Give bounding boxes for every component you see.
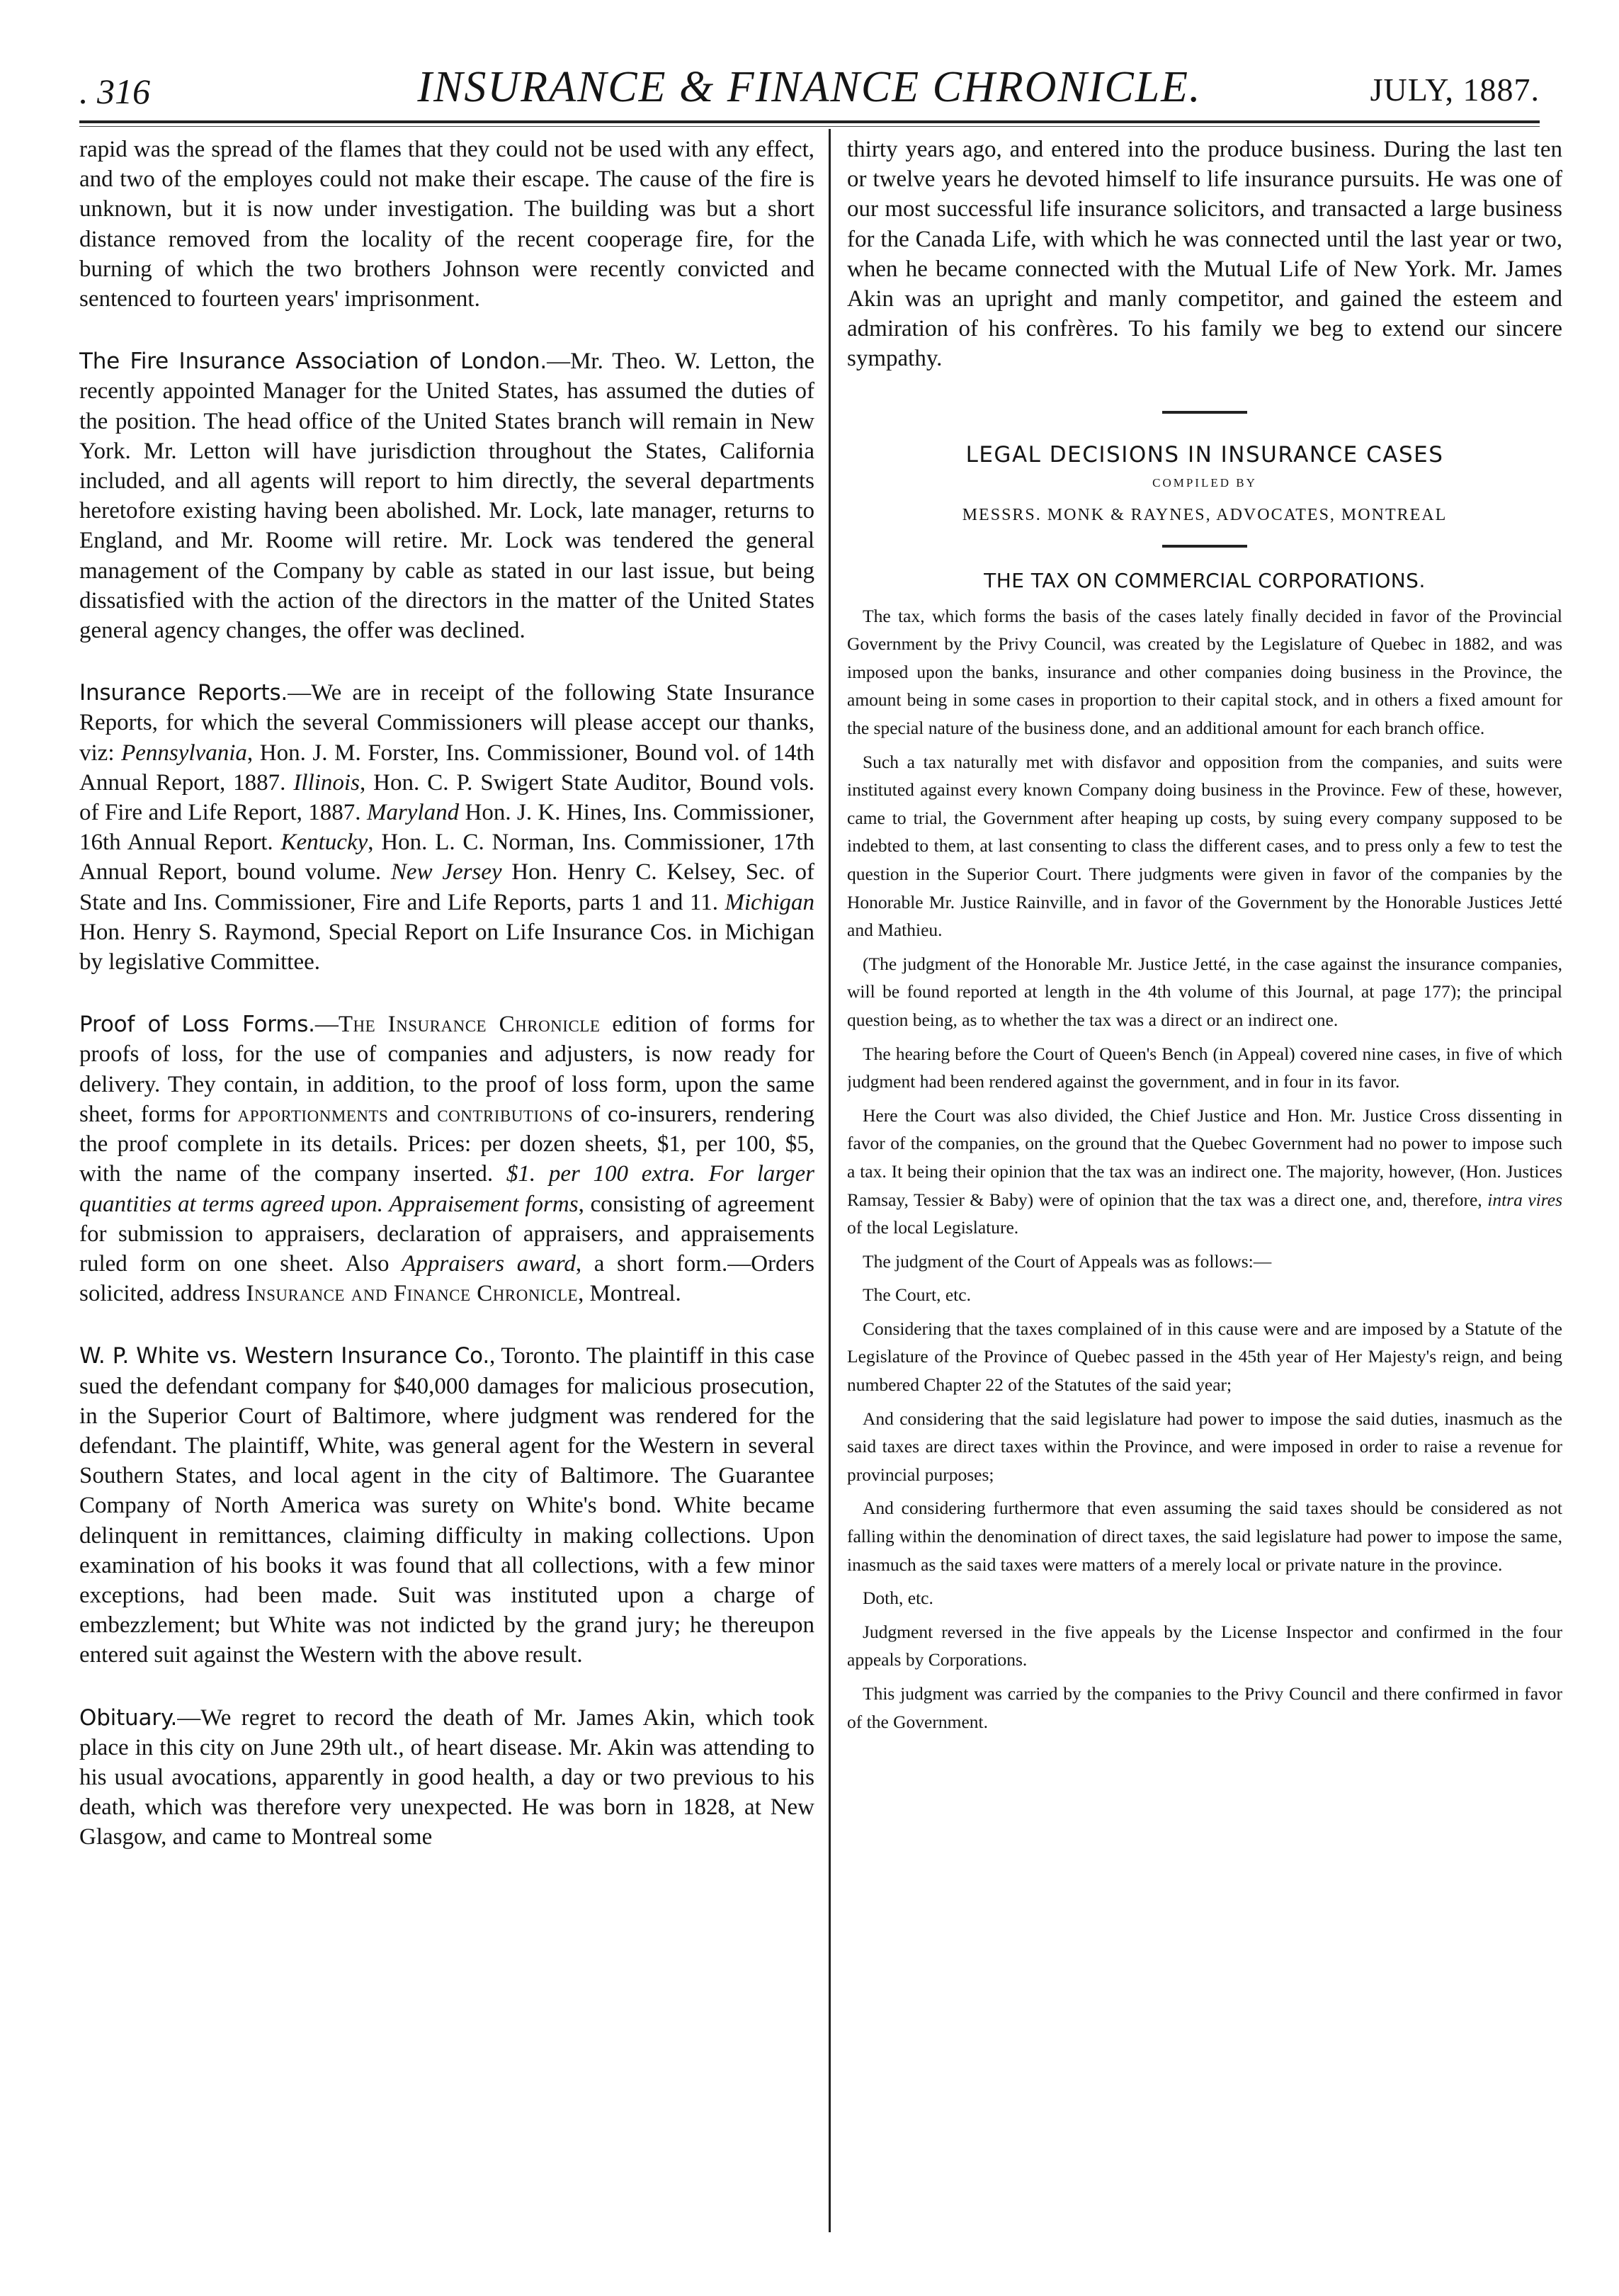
article-insurance-reports: Insurance Reports.—We are in receipt of the following State Insurance Reports, for which the several Commissioners will please accept our thanks, viz: Pennsylvania, Hon. J. M. Forster, Ins. Commissioner, Bound vol. of 14th Annual Report, 1887. Illinois, Hon. C. P. Swigert State Auditor, Bound vols. of Fire and Life Report, 1887. Maryland Hon. J. K. Hines, Ins. Commissioner, 16th Annual Report. Kentucky, Hon. L. C. Norman, Ins. Commissioner, 17th Annual Report, bound volume. New Jersey Hon. Henry C. Kelsey, Sec. of State and Ins. Commissioner, Fire and Life Reports, parts 1 and 11. Michigan Hon. Henry S. Raymond, Special Report on Life Insurance Cos. in Michigan by legislative Committee. — [79, 680, 814, 975]
masthead: INSURANCE & FINANCE CHRONICLE. — [417, 63, 1202, 111]
page-header — [79, 62, 1540, 112]
article-text: —Mr. Theo. W. Letton, the recently appointed Manager for the United States, has assumed the duties of the position. The head office of the United States branch will remain in New York. Mr. Letton will have jurisdiction throughout the States, California included, and all agents will report to him directly, the several departments heretofore existing having been abolished. Mr. Lock, late manager, returns to England, and Mr. Roome will retire. Mr. Lock was tendered the general management of the Company by cable as stated in our last issue, but being dissatisfied with the action of the directors in the matter of the United States general agency changes, the offer was declined. — [79, 349, 814, 644]
paragraph: And considering furthermore that even assuming the said taxes should be considered as not falling within the denomination of direct taxes, the said legislature had power to impose the same, inasmuch as the said taxes were matters of a merely local or private nature in the province. — [847, 1498, 1562, 1575]
paragraph: Here the Court was also divided, the Chief Justice and Hon. Mr. Justice Cross dissenting in favor of the companies, on the ground that the Quebec Government had no power to impose such a tax. It being their opinion that the tax was an indirect one. The majority, however, (Hon. Justices Ramsay, Tessier & Baby) were of opinion that the tax was a direct one, and, therefore, intra vires of the local Legislature. — [847, 1104, 1562, 1238]
article-fire-insurance-association — [79, 346, 814, 645]
compiled-by: COMPILED BY — [1152, 475, 1257, 490]
article-title: THE TAX ON COMMERCIAL CORPORATIONS. — [984, 568, 1426, 592]
article-text: , Toronto. The plaintiff in this case sued the defendant company for $40,000 damages for malicious prosecution, in the Superior Court of Baltimore, where judgment was rendered for the defendant. The plaintiff, White, was general agent for the Western in several Southern States, and local agent in the city of Baltimore. The Guarantee Company of North America was surety on White's bond. White became delinquent in remittances, claiming difficulty in making collections. Upon examination of his books it was found that all collections, with a few minor exceptions, had been made. Suit was instituted upon a charge of embezzlement; but White was not indicted by the grand jury; he thereupon entered suit against the Western with the above result. — [79, 1343, 814, 1668]
column-divider — [829, 129, 831, 2232]
paragraph: The tax, which forms the basis of the cases lately finally decided in favor of the Provincial Government by the Privy Council, was created by the Legislature of Quebec in 1882, and was imposed upon the banks, insurance and other companies doing business in the Province, the amount being in some cases in proportion to their capital stock, and in others a fixed amount for the special nature of the business done, and an additional amount for each branch office. — [847, 605, 1562, 738]
article-white-vs-western — [79, 1341, 814, 1670]
article-heading: The Fire Insurance Association of London. — [79, 349, 547, 375]
header-rule — [79, 120, 1540, 127]
section-title: LEGAL DECISIONS IN INSURANCE CASES — [965, 441, 1444, 468]
page-number: . 316 — [79, 72, 150, 111]
article-text: —We regret to record the death of Mr. James Akin, which took place in this city on June 29th ult., of heart disease. Mr. Akin was attending to his usual avocations, apparently in good health, a day or two previous to his death, which was therefore very unexpected. He was born in 1828, at New Glasgow, and came to Montreal some — [79, 1704, 814, 1850]
article-proof-of-loss-forms: Proof of Loss Forms.—The Insurance Chronicle edition of forms for proofs of loss, for the use of companies and adjusters, is now ready for delivery. They contain, in addition, to the proof of loss form, upon the same sheet, forms for apportionments and contributions of co-insurers, rendering the proof complete in its details. Prices: per dozen sheets, $1, per 100, $5, with the name of the company inserted. $1. per 100 extra. For larger quantities at terms agreed upon. Appraisement forms, consisting of agreement for submission to appraisers, declaration of appraisers, and appraisements ruled form on one sheet. Also Appraisers award, a short form.—Orders solicited, address Insurance and Finance Chronicle, Montreal. — [79, 1012, 814, 1307]
paragraph: The hearing before the Court of Queen's Bench (in Appeal) covered nine cases, in five of which judgment had been rendered against the government, and in four in its favor. — [847, 1043, 1562, 1092]
paragraph: The judgment of the Court of Appeals was as follows:— — [863, 1250, 1272, 1272]
left-column — [79, 135, 814, 2253]
paragraph: Such a tax naturally met with disfavor and opposition from the companies, and suits were instituted against every known Company doing business in the Province. Few of these, however, came to trial, the Government after heaping up costs, by suing every company supposed to be indebted to them, at last consenting to class the different cases, and to press only a few to test the question in the Superior Court. There judgments were given in favor of the companies by the Honorable Mr. Justice Rainville, and in favor of the Government by the Honorable Justices Jetté and Mathieu. — [847, 751, 1562, 941]
article-fire-continued: rapid was the spread of the flames that they could not be used with any effect, and two of the employes could not make their escape. The cause of the fire is unknown, but it is now under investigation. The building was but a short distance removed from the locality of the recent cooperage fire, for the burning of which the two brothers Johnson were recently convicted and sentenced to fourteen years' imprisonment. — [79, 137, 814, 312]
article-obituary-continued: thirty years ago, and entered into the produce business. During the last ten or twelve years he devoted himself to life insurance pursuits. He was one of our most successful life insurance solicitors, and transacted a large business for the Canada Life, with which he was connected until the last year or two, when he became connected with the Mutual Life of New York. Mr. James Akin was an upright and manly competitor, and gained the esteem and admiration of his confrères. To his family we beg to extend our sincere sympathy. — [847, 137, 1562, 372]
right-column — [847, 135, 1562, 2253]
article-heading: Insurance Reports. — [79, 680, 288, 706]
article-heading: W. P. White vs. Western Insurance Co. — [79, 1343, 490, 1369]
paragraph: The Court, etc. — [863, 1284, 971, 1306]
paragraph: This judgment was carried by the companies to the Privy Council and there confirmed in favor of the Government. — [847, 1683, 1562, 1732]
article-heading: Obituary. — [79, 1704, 178, 1731]
paragraph: (The judgment of the Honorable Mr. Justice Jetté, in the case against the insurance companies, will be found reported at length in the 4th volume of this Journal, at page 177); the principal question being, as to whether the tax was a direct or an indirect one. — [847, 953, 1562, 1030]
article-obituary — [79, 1703, 814, 1853]
issue-date: JULY, 1887. — [1370, 72, 1540, 108]
paragraph: Considering that the taxes complained of in this cause were and are imposed by a Statute of the Legislature of the Province of Quebec passed in the 45th year of Her Majesty's reign, and being numbered Chapter 22 of the Statutes of the said year; — [847, 1318, 1562, 1396]
section-authors: MESSRS. MONK & RAYNES, ADVOCATES, MONTREAL — [962, 505, 1448, 524]
legal-decision-text — [847, 602, 1562, 1736]
paragraph: Doth, etc. — [863, 1588, 933, 1609]
paragraph: And considering that the said legislature had power to impose the said duties, inasmuch as the said taxes are direct taxes within the Province, and were imposed in order to raise a revenue for provincial purposes; — [847, 1408, 1562, 1485]
paragraph: Judgment reversed in the five appeals by the License Inspector and confirmed in the four appeals by Corporations. — [847, 1621, 1562, 1670]
article-heading: Proof of Loss Forms. — [79, 1012, 315, 1038]
